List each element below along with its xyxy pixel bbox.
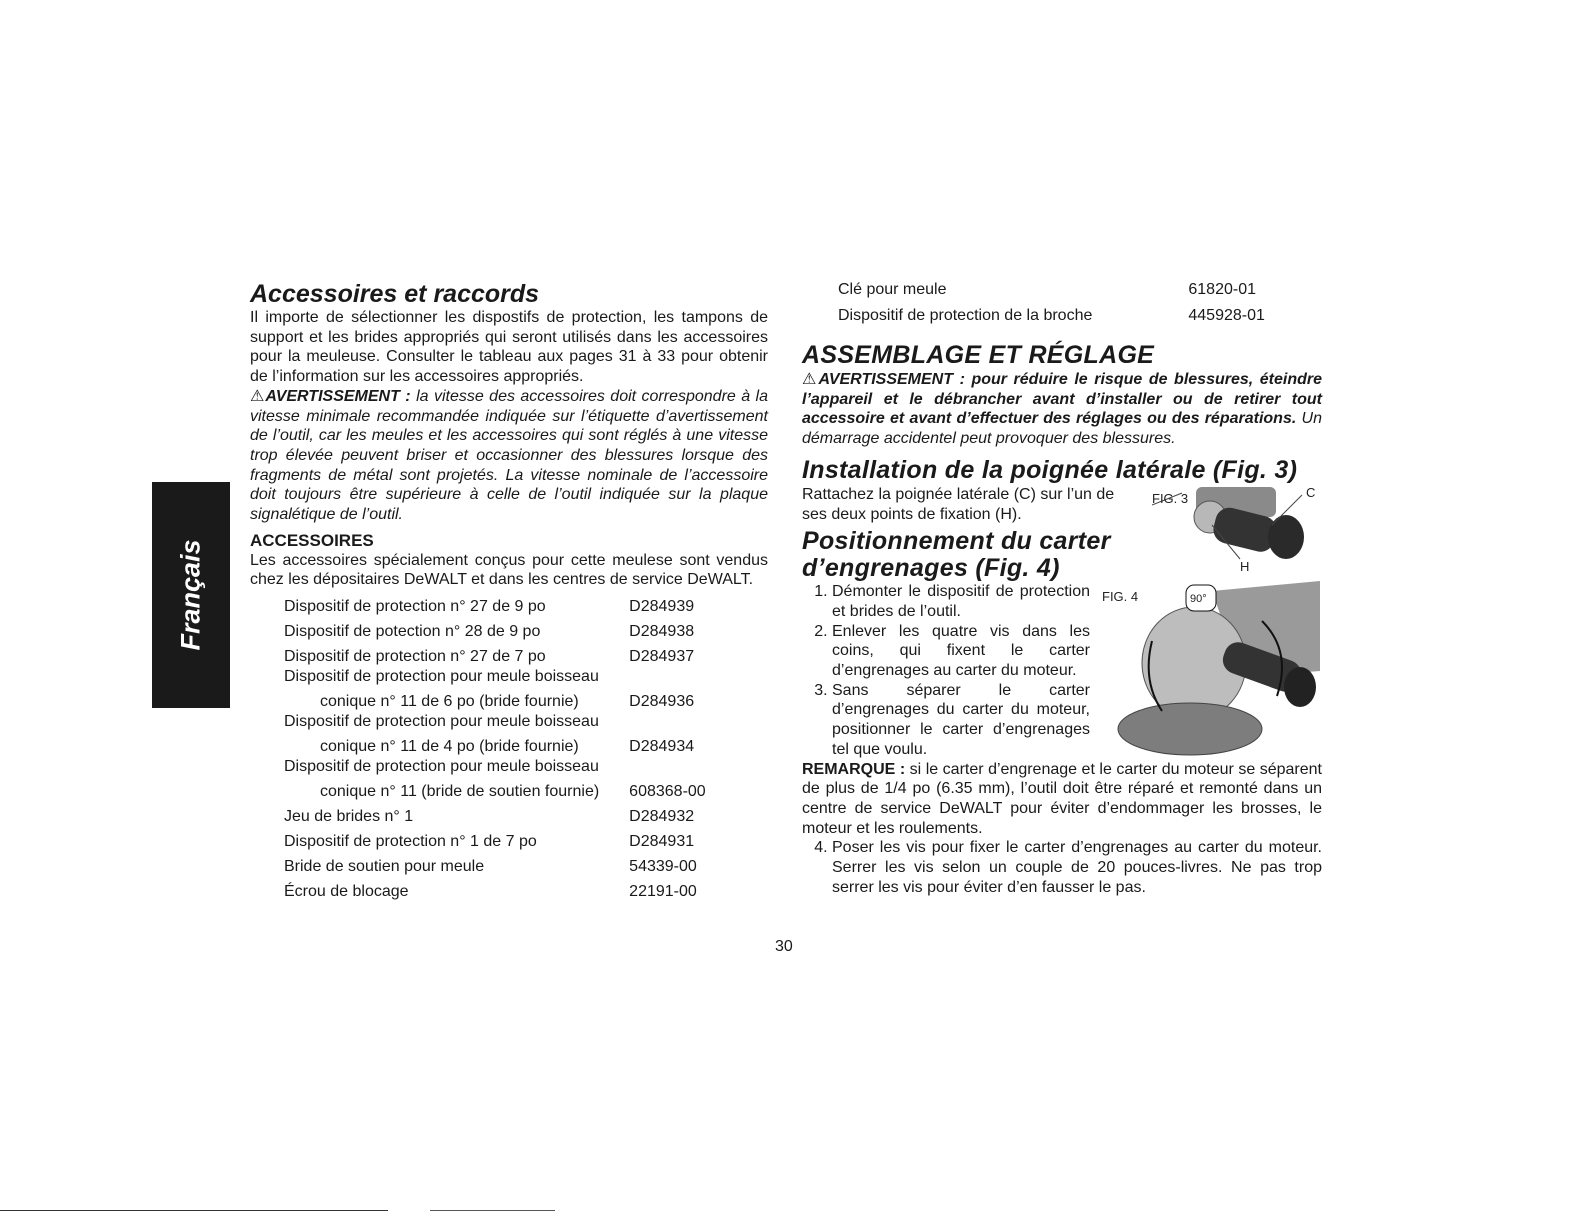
fig4-label: FIG. 4 bbox=[1102, 588, 1139, 604]
item-name: Bride de soutien pour meule bbox=[284, 858, 485, 876]
install-title: Installation de la poignée latérale (Fig. 3) bbox=[802, 455, 1298, 484]
item-name: Dispositif de protection n° 1 de 7 po bbox=[284, 833, 537, 851]
item-name: Clé pour meule bbox=[838, 281, 947, 298]
fig3-label-h: H bbox=[1240, 558, 1250, 574]
list-item: 2. Enlever les quatre vis dans les coins, qui fixent le carter d’engrenages au carter du moteur. bbox=[832, 622, 1090, 681]
language-tab bbox=[152, 482, 230, 708]
remarque-text: si le carter d’engrenage et le carter du moteur se séparent de plus de 1/4 po (6.35 mm), l’outil doit être réparé et remonté dans un centre de service DeWALT pour éviter d’endommager les brosses, le moteur et les roulements. bbox=[802, 760, 1322, 837]
item-code: 608368-00 bbox=[629, 783, 706, 801]
tools-table bbox=[838, 280, 1265, 332]
item-name-cont: conique n° 11 (bride de soutien fournie) bbox=[320, 783, 600, 801]
assembly-warning-bold: AVERTISSEMENT : pour réduire le risque de blessures, éteindre l’appareil et le débrancher avant d’installer ou de retirer tout accessoire et avant d’effectuer des réglages ou des réparations. bbox=[802, 371, 1323, 428]
item-name: Dispositif de protection n° 27 de 9 po bbox=[284, 598, 546, 616]
item-name-cont: conique n° 11 de 4 po (bride fournie) bbox=[320, 738, 579, 756]
item-code: D284937 bbox=[629, 648, 695, 666]
item-code: 22191-00 bbox=[629, 883, 697, 901]
item-code: 61820-01 bbox=[1188, 281, 1256, 298]
fig3-label-c: C bbox=[1306, 484, 1316, 500]
warning-title: AVERTISSEMENT : bbox=[265, 387, 411, 405]
accessories-intro: Il importe de sélectionner les dispostifs de protection, les tampons de support et les brides appropriés qui seront utilisés dans les accessoires pour la meuleuse. Consulter le tableau aux pages 31 à 33 pour obtenir de l’information sur les accessoires appropriés. bbox=[250, 309, 768, 386]
assembly-warning-rest: Un démarrage accidentel peut provoquer des blessures. bbox=[802, 410, 1322, 448]
item-code: D284939 bbox=[629, 598, 695, 616]
remarque-label: REMARQUE : bbox=[802, 760, 906, 778]
item-code: 445928-01 bbox=[1188, 307, 1265, 324]
table-row bbox=[284, 827, 706, 852]
warning-icon: ⚠ bbox=[250, 387, 266, 405]
table-row bbox=[284, 712, 706, 732]
figure-4 bbox=[1102, 581, 1320, 761]
position-title-line1: Positionnement du carter bbox=[802, 527, 1111, 556]
remarque bbox=[802, 760, 1322, 839]
list-item: 1. Démonter le dispositif de protection et brides de l’outil. bbox=[832, 582, 1090, 621]
footer-rule bbox=[0, 1210, 388, 1211]
right-column bbox=[802, 280, 1322, 897]
list-item: 4. Poser les vis pour fixer le carter d’engrenages au carter du moteur. Serrer les vis selon un couple de 20 pouces-livres. Ne pas trop serrer les vis pour éviter d’en fausser le pas. bbox=[832, 838, 1322, 897]
accessories-title: Accessoires et raccords bbox=[250, 280, 540, 308]
item-name: Dispositif de protection pour meule boisseau bbox=[284, 758, 599, 776]
steps-list-cont bbox=[802, 838, 1322, 897]
item-code: D284938 bbox=[629, 623, 695, 641]
assembly-warning bbox=[802, 370, 1322, 449]
accessories-table bbox=[284, 592, 706, 902]
warning-icon: ⚠ bbox=[802, 371, 819, 388]
item-name: Écrou de blocage bbox=[284, 883, 409, 901]
footer-rule-dashed bbox=[430, 1210, 555, 1211]
table-row bbox=[284, 802, 706, 827]
table-row bbox=[284, 732, 706, 757]
position-title-line2: d’engrenages (Fig. 4) bbox=[802, 554, 1060, 583]
accessories-heading: ACCESSOIRES bbox=[250, 530, 374, 550]
item-code: 54339-00 bbox=[629, 858, 697, 876]
list-item: 3. Sans séparer le carter d’engrenages du carter du moteur, positionner le carter d’engrenages tel que voulu. bbox=[832, 681, 1090, 760]
table-row bbox=[284, 777, 706, 802]
table-row bbox=[284, 592, 706, 617]
item-name: Dispositif de protection pour meule boisseau bbox=[284, 713, 599, 731]
position-title bbox=[802, 528, 1132, 582]
table-row bbox=[284, 687, 706, 712]
accessories-text: Les accessoires spécialement conçus pour cette meulese sont vendus chez les dépositaires DeWALT et dans les centres de service DeWALT. bbox=[250, 551, 768, 589]
item-code: D284936 bbox=[629, 693, 695, 711]
item-code: D284931 bbox=[629, 833, 695, 851]
table-row bbox=[284, 642, 706, 667]
table-row bbox=[284, 757, 706, 777]
left-column bbox=[250, 280, 768, 902]
table-row bbox=[284, 667, 706, 687]
item-name: Jeu de brides n° 1 bbox=[284, 808, 414, 826]
item-code: D284934 bbox=[629, 738, 695, 756]
item-name: Dispositif de protection de la broche bbox=[838, 307, 1093, 324]
fig3-label: FIG. 3 bbox=[1152, 490, 1189, 506]
install-text: Rattachez la poignée latérale (C) sur l’un de ses deux points de fixation (H). bbox=[802, 485, 1115, 523]
language-tab-label: Français bbox=[175, 539, 206, 651]
table-row bbox=[284, 617, 706, 642]
grinder-illustration bbox=[1102, 581, 1320, 761]
figure-3 bbox=[1152, 485, 1322, 577]
warning-body: la vitesse des accessoires doit correspondre à la vitesse minimale recommandée indiquée sur l’étiquette d’avertissement de l’outil, car les meules et les accessoires qui sont réglés à une vitesse trop élevée peuvent briser et occasionner des blessures lorsque des fragments de métal sont projetés. La vitesse nominale de l’accessoire doit toujours être supérieure à celle de l’outil indiquée sur la plaque signalétique de l’outil. bbox=[250, 387, 769, 524]
assembly-title: ASSEMBLAGE ET RÉGLAGE bbox=[802, 341, 1155, 369]
fig4-angle-label: 90° bbox=[1190, 592, 1207, 605]
table-row bbox=[284, 852, 706, 877]
item-name: Dispositif de potection n° 28 de 9 po bbox=[284, 623, 541, 641]
accessories-warning bbox=[250, 387, 768, 525]
item-name: Dispositif de protection n° 27 de 7 po bbox=[284, 648, 546, 666]
page-number: 30 bbox=[775, 938, 793, 955]
item-code: D284932 bbox=[629, 808, 695, 826]
table-row bbox=[838, 280, 1265, 306]
steps-list bbox=[802, 582, 1090, 759]
item-name: Dispositif de protection pour meule boisseau bbox=[284, 668, 599, 686]
item-name-cont: conique n° 11 de 6 po (bride fournie) bbox=[320, 693, 579, 711]
table-row bbox=[284, 877, 706, 902]
table-row bbox=[838, 306, 1265, 332]
